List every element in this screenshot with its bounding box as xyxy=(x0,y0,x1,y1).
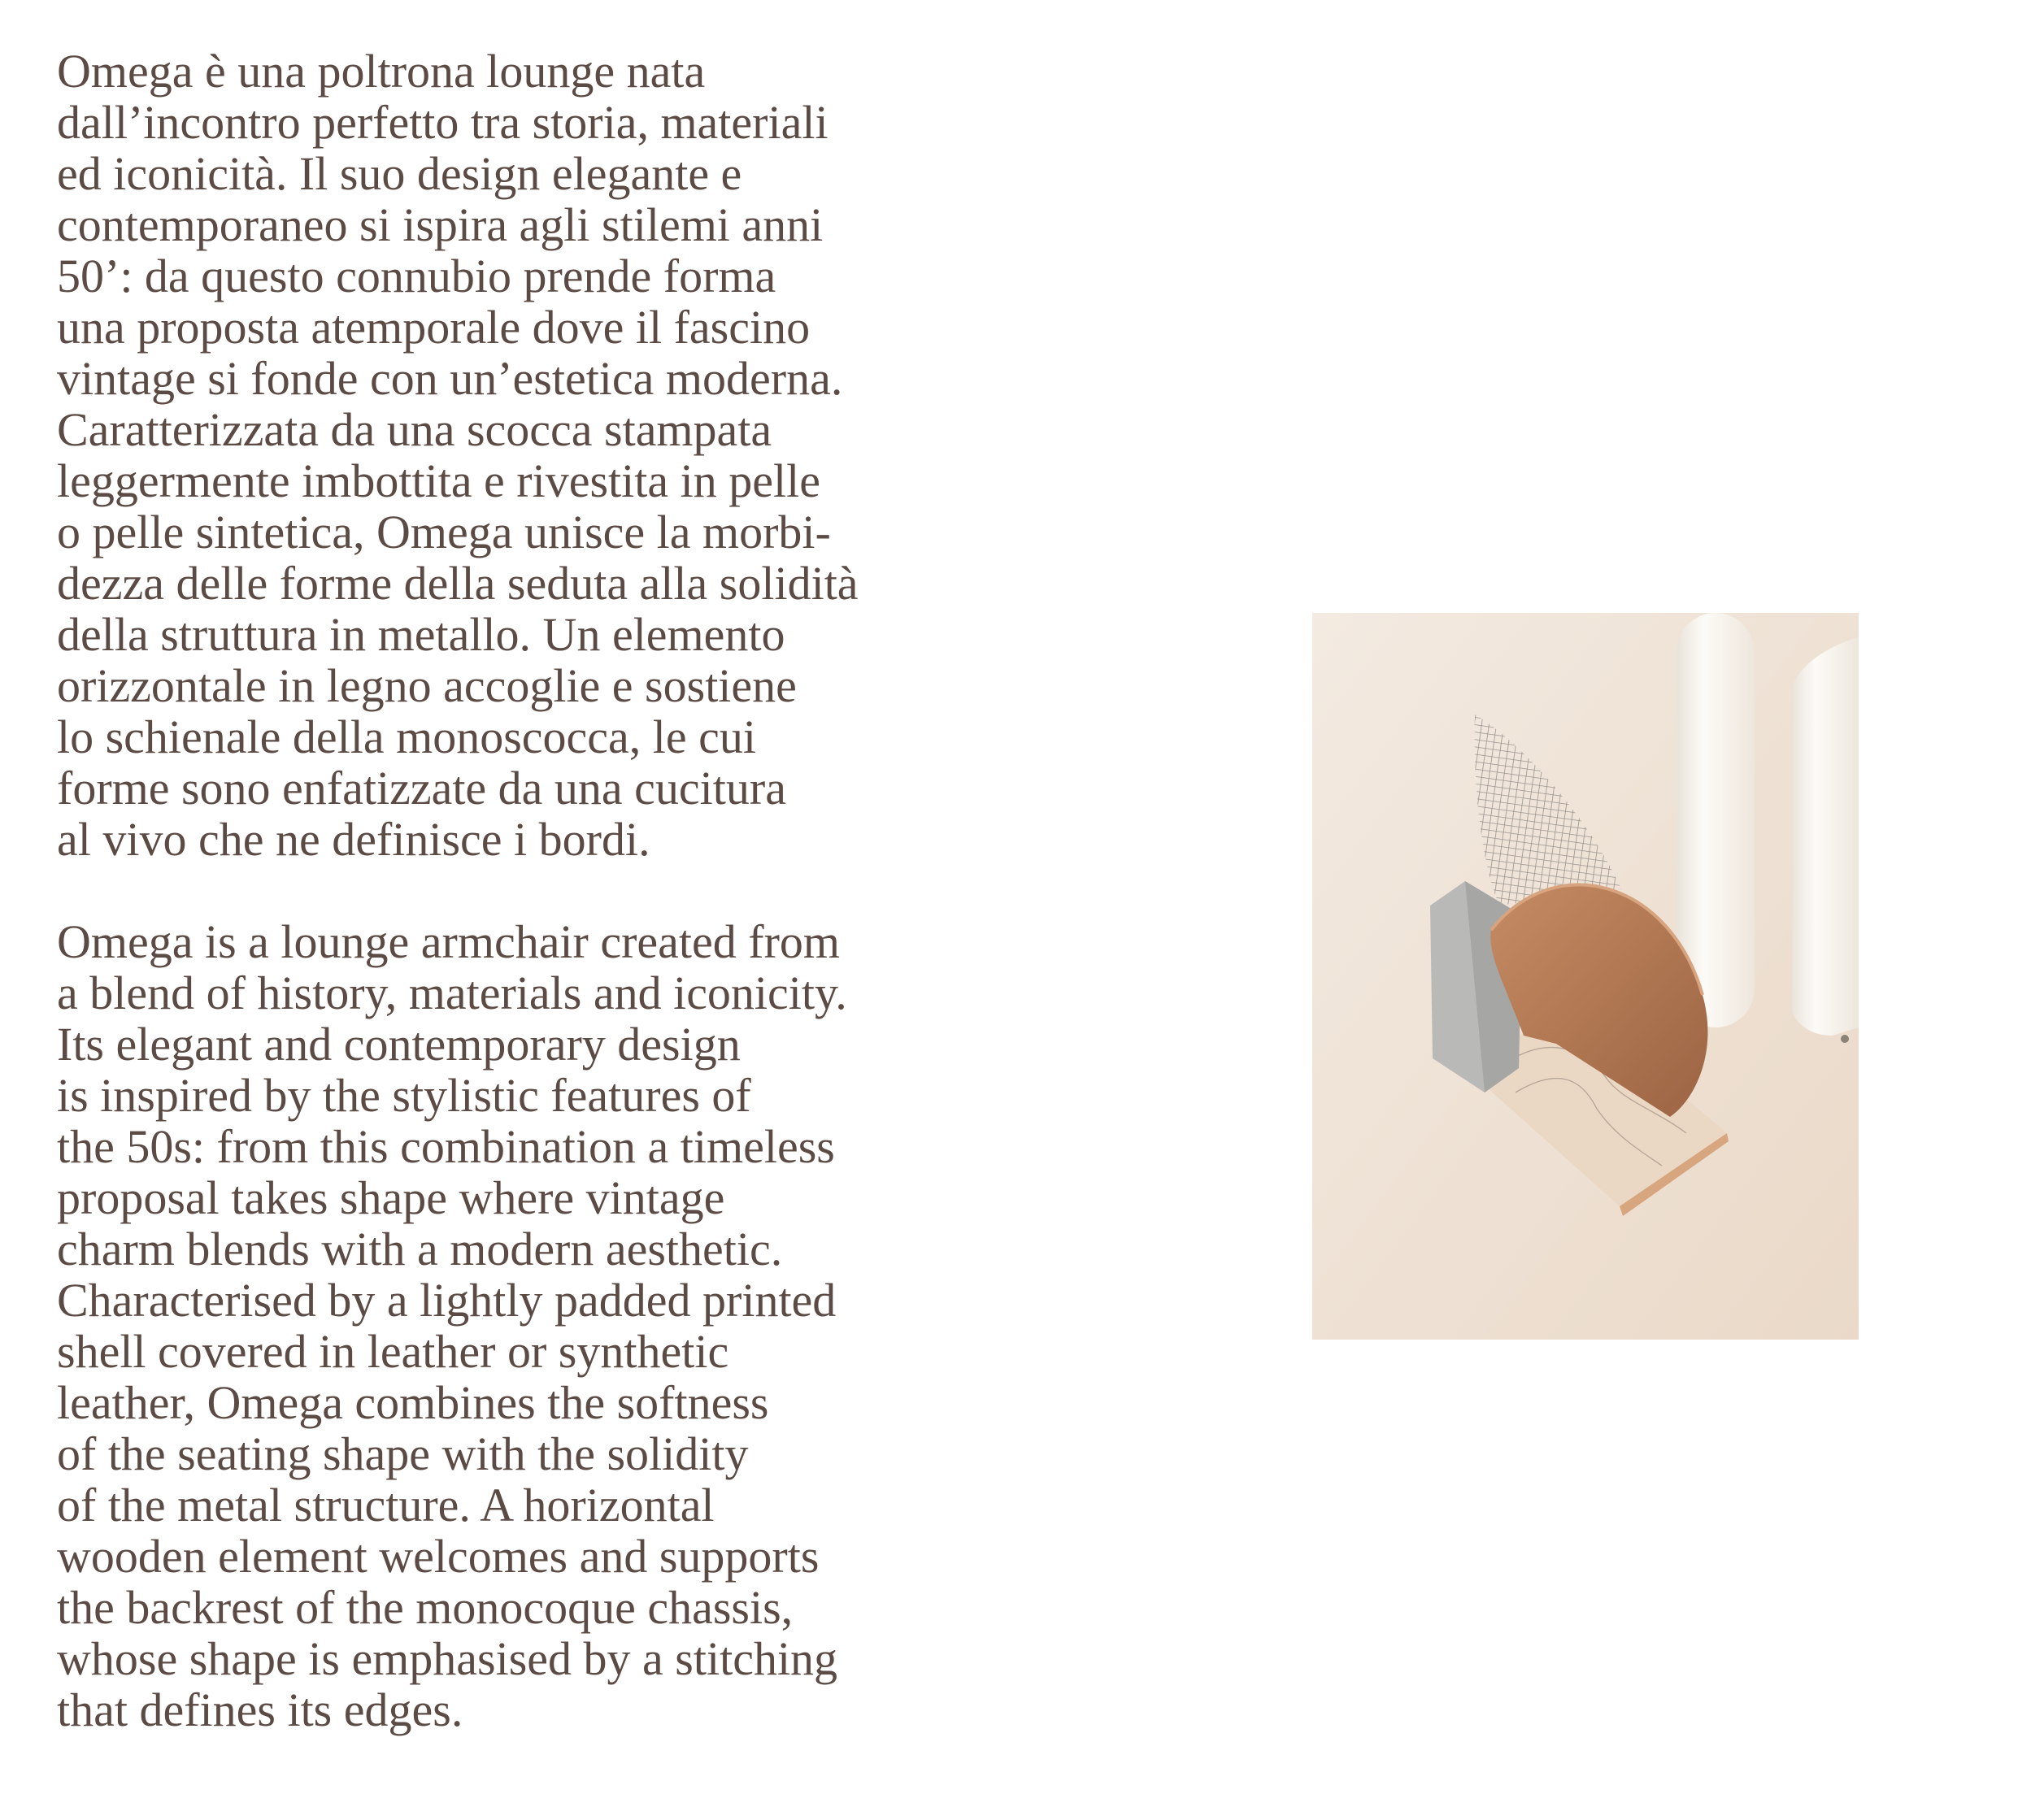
white-cup xyxy=(1792,637,1859,1036)
italian-text-line: al vivo che ne definisce i bordi. xyxy=(57,813,650,866)
english-text-line: charm blends with a modern aesthetic. xyxy=(57,1223,783,1275)
photo-illustration xyxy=(1312,613,1859,1340)
italian-text-line: dall’incontro perfetto tra storia, materiali xyxy=(57,96,828,149)
italian-text-line: contemporaneo si ispira agli stilemi anni xyxy=(57,198,824,251)
english-text-line: of the seating shape with the solidity xyxy=(57,1427,749,1480)
italian-text-line: o pelle sintetica, Omega unisce la morbi- xyxy=(57,506,831,558)
italian-paragraph xyxy=(57,46,1016,865)
italian-text-line: lo schienale della monoscocca, le cui xyxy=(57,710,756,763)
italian-text-line: vintage si fonde con un’estetica moderna. xyxy=(57,352,843,405)
english-text-line: Omega is a lounge armchair created from xyxy=(57,915,841,968)
english-text-line: leather, Omega combines the softness xyxy=(57,1376,769,1429)
english-text-line: shell covered in leather or synthetic xyxy=(57,1325,729,1378)
italian-text-line: una proposta atemporale dove il fascino xyxy=(57,301,811,354)
italian-text-line: Caratterizzata da una scocca stampata xyxy=(57,403,772,456)
material-samples-photo xyxy=(1312,613,1859,1340)
english-paragraph xyxy=(57,916,1016,1735)
english-text-line: is inspired by the stylistic features of xyxy=(57,1069,751,1122)
italian-text-line: orizzontale in legno accoglie e sostiene xyxy=(57,659,797,712)
english-text-line: a blend of history, materials and iconicity. xyxy=(57,966,847,1019)
english-text-line: of the metal structure. A horizontal xyxy=(57,1479,715,1531)
english-text-line: the 50s: from this combination a timeless xyxy=(57,1120,835,1173)
italian-text-line: 50’: da questo connubio prende forma xyxy=(57,250,776,302)
english-text-line: proposal takes shape where vintage xyxy=(57,1171,725,1224)
paragraph-gap xyxy=(57,865,1016,916)
italian-text-line: leggermente imbottita e rivestita in pelle xyxy=(57,454,820,507)
english-text-line: wooden element welcomes and supports xyxy=(57,1530,820,1583)
italian-text-line: Omega è una poltrona lounge nata xyxy=(57,45,706,98)
english-text-line: Characterised by a lightly padded printed xyxy=(57,1274,837,1327)
english-text-line: whose shape is emphasised by a stitching xyxy=(57,1632,838,1685)
english-text-line: Its elegant and contemporary design xyxy=(57,1018,741,1071)
italian-text-line: ed iconicità. Il suo design elegante e xyxy=(57,147,742,200)
english-text-line: the backrest of the monocoque chassis, xyxy=(57,1581,794,1634)
english-text-line: that defines its edges. xyxy=(57,1683,463,1736)
italian-text-line: dezza delle forme della seduta alla solidità xyxy=(57,557,859,610)
cup-screw xyxy=(1841,1035,1849,1043)
italian-text-line: forme sono enfatizzate da una cucitura xyxy=(57,762,786,814)
description-text xyxy=(57,46,1016,1735)
italian-text-line: della struttura in metallo. Un elemento xyxy=(57,608,785,661)
